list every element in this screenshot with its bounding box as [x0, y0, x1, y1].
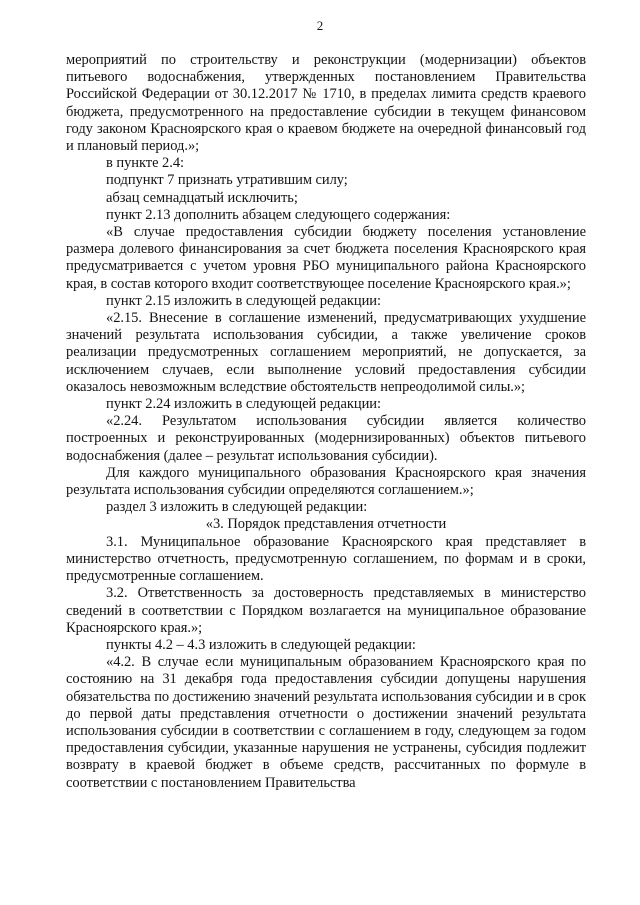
document-body [66, 52, 586, 792]
paragraph-4-2: «4.2. В случае если муниципальным образованием Красноярского края по состоянию на 31 декабря года предоставления субсидии допущены нарушения обязательства по достижению значений результата использования субсидии и в срок до первой даты представления отчетности о достижении значений результата использования субсидии в соответствии с соглашением в году, следующем за годом предоставления субсидии, указанные нарушения не устранены, субсидия подлежит возврату в краевой бюджет в объеме средств, рассчитанных по формуле в соответствии с постановлением Правительства [66, 654, 586, 791]
paragraph-subpoint-7: подпункт 7 признать утратившим силу; [106, 172, 348, 189]
section-3-heading: «3. Порядок представления отчетности [205, 516, 447, 533]
paragraph-point-2-13: пункт 2.13 дополнить абзацем следующего содержания: [106, 206, 451, 223]
paragraph-abzac-17: абзац семнадцатый исключить; [106, 189, 298, 206]
paragraph-quote-2-24: «2.24. Результатом использования субсидии является количество построенных и реконструированных (модернизированных) объектов питьевого водоснабжения (далее – результат использования субсидии). [66, 413, 586, 464]
paragraph-point-2-24: пункт 2.24 изложить в следующей редакции: [106, 396, 381, 413]
paragraph-point-2-4: в пункте 2.4: [106, 155, 184, 172]
paragraph-quote-2-13: «В случае предоставления субсидии бюджету поселения установление размера долевого финансирования за счет бюджета поселения Красноярского края предусматривается с учетом уровня РБО муниципального района Красноярского края, в состав которого входит соответствующее поселение Красноярского края.»; [66, 224, 586, 292]
page-number: 2 [316, 18, 324, 33]
paragraph-point-2-15: пункт 2.15 изложить в следующей редакции: [106, 292, 381, 309]
paragraph-result-values: Для каждого муниципального образования Красноярского края значения результата использования субсидии определяются соглашением.»; [66, 464, 586, 499]
paragraph-3-1: 3.1. Муниципальное образование Красноярского края представляет в министерство отчетность, предусмотренную соглашением, по формам и в сроки, предусмотренные соглашением. [66, 533, 586, 585]
paragraph-3-2: 3.2. Ответственность за достоверность представляемых в министерство сведений в соответствии с Порядком возлагается на муниципальное образование Красноярского края.»; [66, 585, 586, 636]
paragraph-section-3: раздел 3 изложить в следующей редакции: [106, 499, 368, 516]
paragraph-points-4-2-4-3: пункты 4.2 – 4.3 изложить в следующей редакции: [106, 636, 416, 653]
paragraph-continuation: мероприятий по строительству и реконструкции (модернизации) объектов питьевого водоснабжения, утвержденных постановлением Правительства Российской Федерации от 30.12.2017 № 1710, в пределах лимита средств краевого бюджета, предусмотренного на предоставление субсидии в текущем финансовом году законом Красноярского края о краевом бюджете на очередной финансовый год и плановый период.»; [66, 52, 586, 155]
paragraph-quote-2-15: «2.15. Внесение в соглашение изменений, предусматривающих ухудшение значений результата использования субсидии, а также увеличение сроков реализации предусмотренных соглашением мероприятий, не допускается, за исключением случаев, если выполнение условий предоставления субсидии оказалось невозможным вследствие обстоятельств непреодолимой силы.»; [66, 310, 586, 395]
